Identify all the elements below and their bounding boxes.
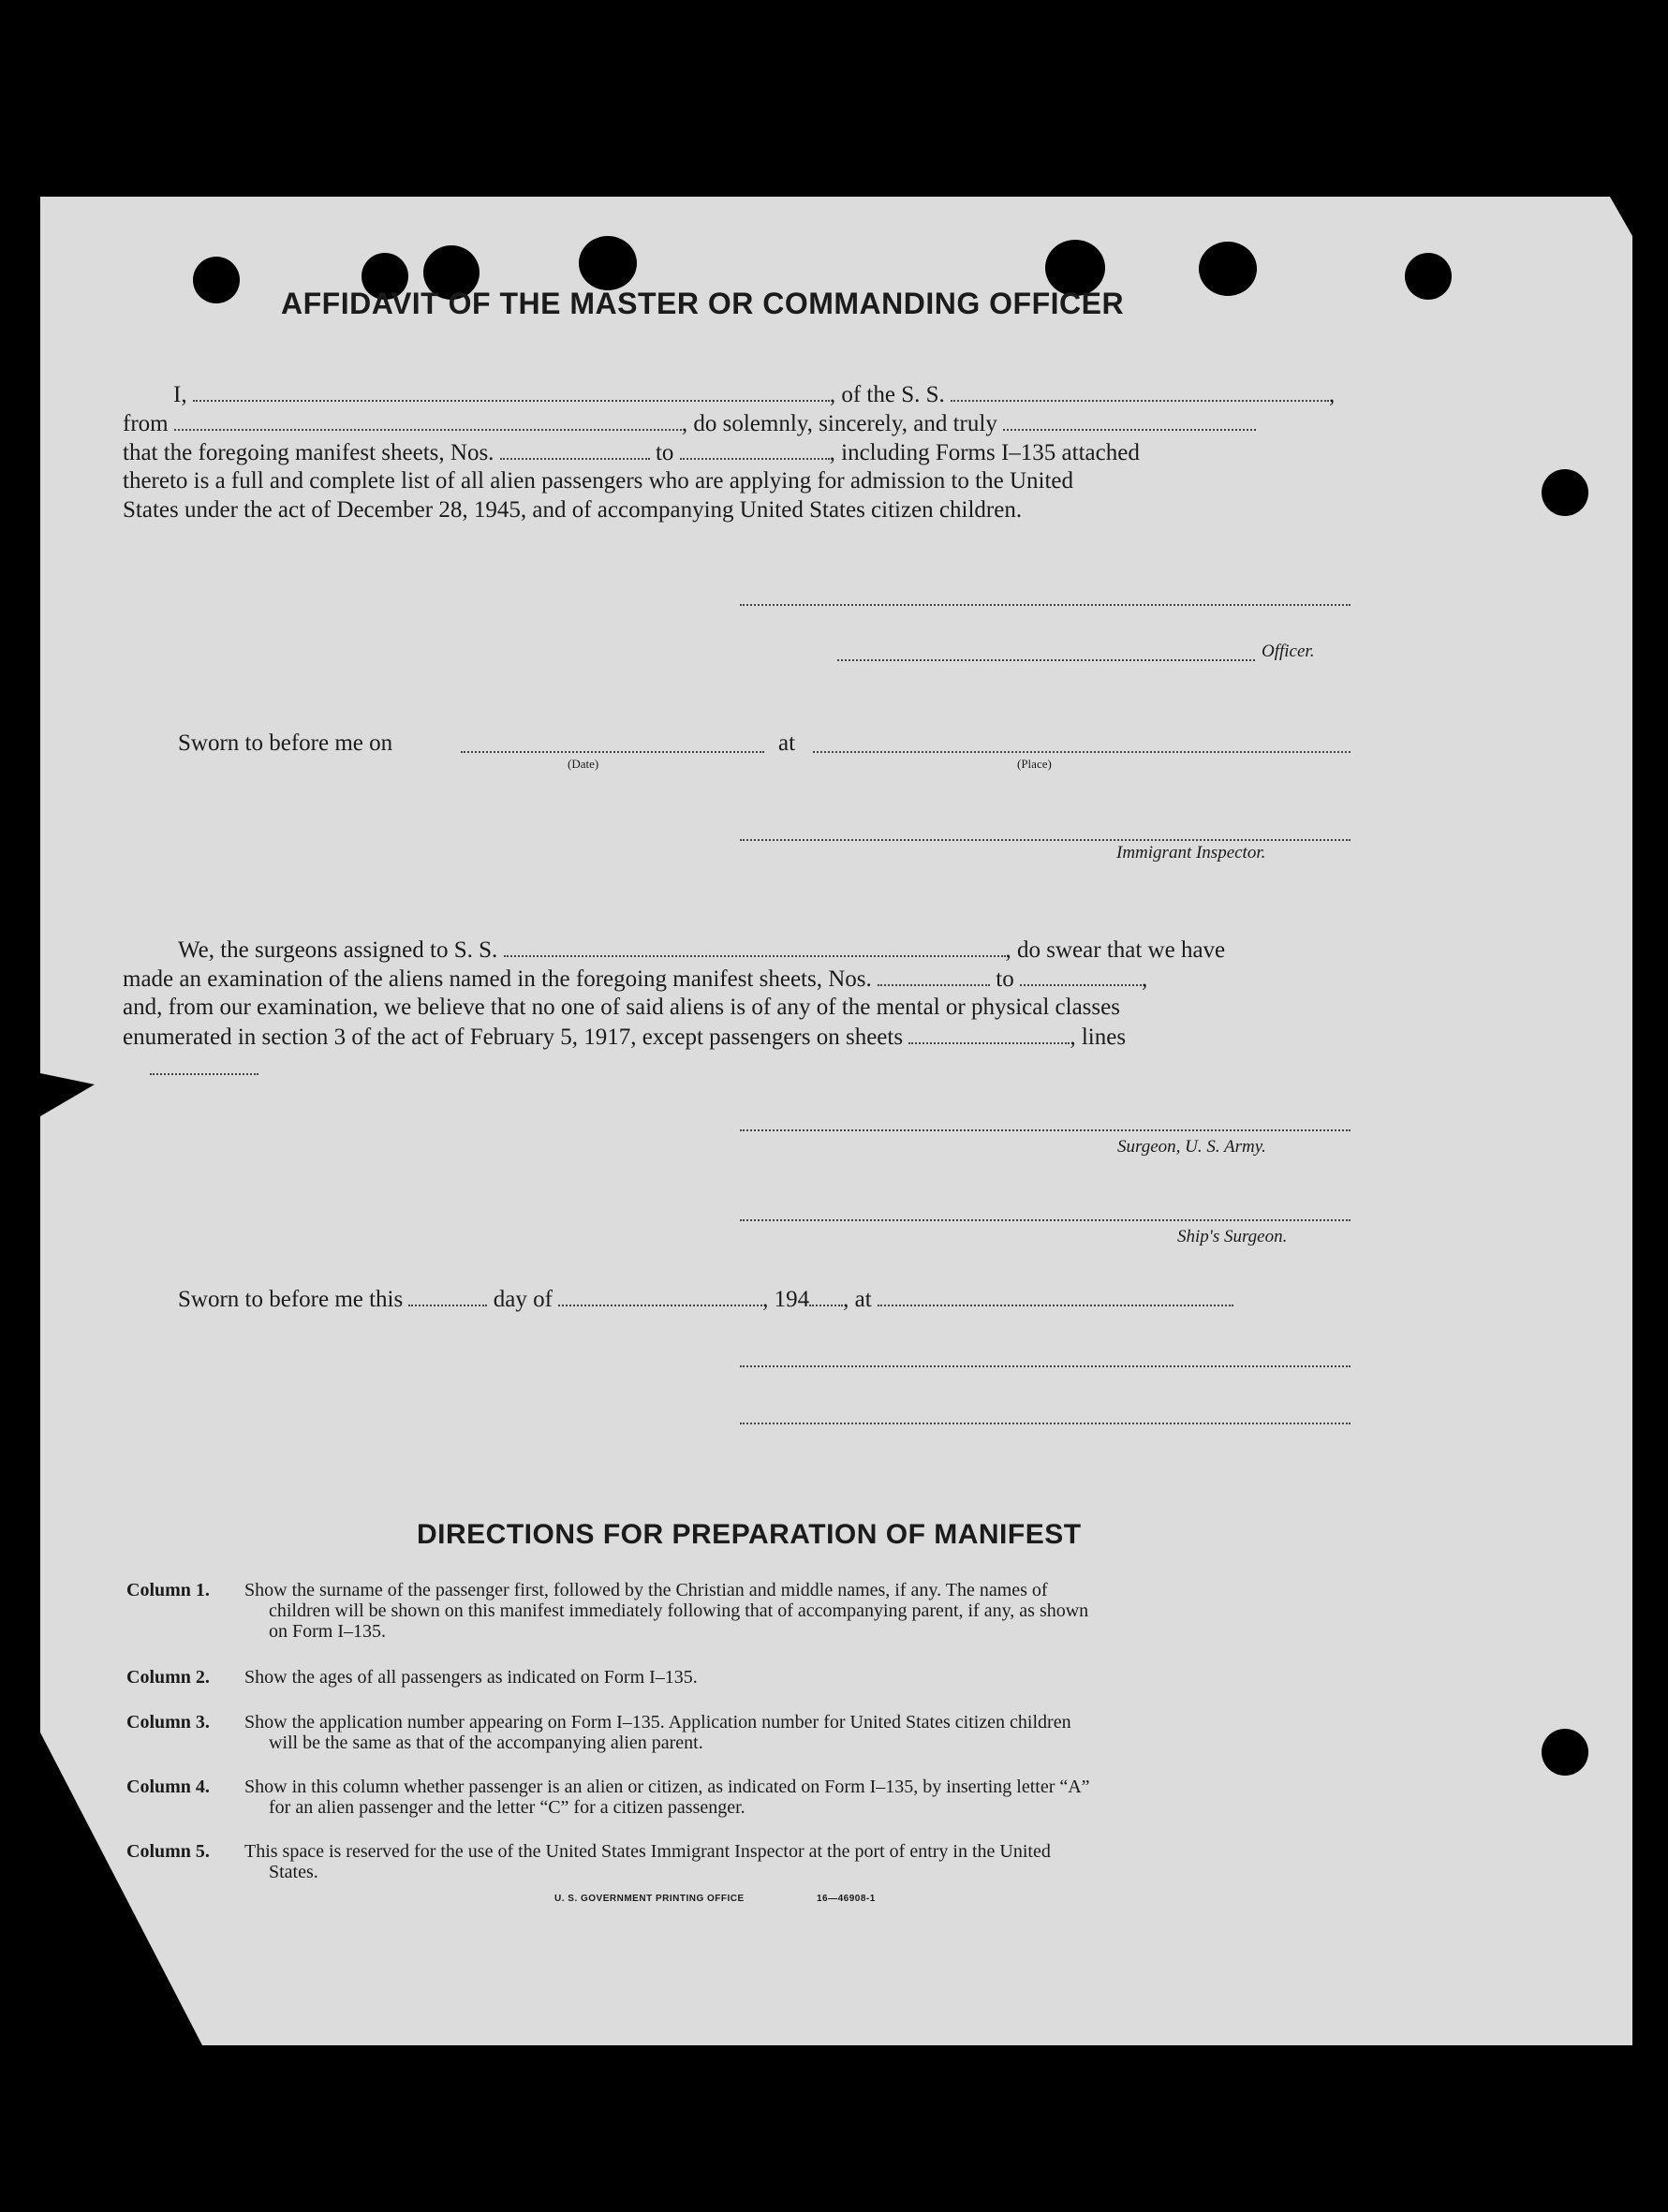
punch-hole bbox=[579, 236, 637, 290]
text: day of bbox=[493, 1287, 553, 1312]
text: that the foregoing manifest sheets, Nos. bbox=[123, 440, 494, 465]
affidavit-line-5: States under the act of December 28, 1945, and of accompanying United States citizen children. bbox=[123, 497, 1023, 523]
surgeons-line-4 bbox=[123, 1022, 1126, 1052]
text: , of the S. S. bbox=[829, 382, 945, 407]
sheet-from-field[interactable] bbox=[500, 437, 650, 460]
from-field[interactable] bbox=[174, 408, 682, 431]
text: , 194 bbox=[762, 1287, 810, 1312]
column-text: Show in this column whether passenger is an alien or citizen, as indicated on Form I–135, by inserting letter “A” bbox=[244, 1777, 1090, 1797]
column-label: Column 2. bbox=[126, 1667, 210, 1688]
affidavit-line-3 bbox=[123, 437, 1140, 467]
text: , at bbox=[843, 1287, 872, 1312]
text: from bbox=[123, 411, 169, 436]
lines-field[interactable] bbox=[150, 1073, 258, 1075]
punch-hole bbox=[1542, 1729, 1588, 1776]
day-field[interactable] bbox=[408, 1284, 487, 1306]
form-code: 16—46908-1 bbox=[817, 1894, 876, 1904]
truly-field[interactable] bbox=[1003, 408, 1256, 431]
directions-title: DIRECTIONS FOR PREPARATION OF MANIFEST bbox=[417, 1519, 1082, 1550]
except-sheets-field[interactable] bbox=[908, 1022, 1070, 1044]
sworn-2-line bbox=[178, 1284, 1233, 1314]
text: , do solemnly, sincerely, and truly bbox=[681, 411, 997, 436]
text: Sworn to before me this bbox=[178, 1287, 404, 1312]
army-surgeon-signature-line[interactable] bbox=[740, 1129, 1351, 1131]
surgeons-line-3: and, from our examination, we believe that no one of said aliens is of any of the mental or physical classes bbox=[123, 995, 1120, 1020]
surgeons-line-2 bbox=[123, 964, 1147, 994]
ship-surgeon-signature-line[interactable] bbox=[740, 1219, 1351, 1221]
month-field[interactable] bbox=[558, 1284, 762, 1306]
affidavit-line-4: thereto is a full and complete list of all alien passengers who are applying for admission to the United bbox=[123, 468, 1074, 494]
sworn-2-place-field[interactable] bbox=[878, 1284, 1233, 1306]
text: enumerated in section 3 of the act of February 5, 1917, except passengers on sheets bbox=[123, 1025, 904, 1050]
army-surgeon-caption: Surgeon, U. S. Army. bbox=[1117, 1137, 1266, 1157]
sworn-2-signature-line[interactable] bbox=[740, 1365, 1351, 1367]
text: I, bbox=[173, 382, 187, 407]
punch-hole bbox=[1405, 253, 1452, 300]
text: , bbox=[1329, 382, 1336, 407]
year-field[interactable] bbox=[809, 1284, 843, 1306]
column-text: This space is reserved for the use of the United States Immigrant Inspector at the port of entry in the United bbox=[244, 1841, 1051, 1862]
officer-name-line[interactable] bbox=[837, 659, 1255, 661]
affidavit-title: AFFIDAVIT OF THE MASTER OR COMMANDING OFFICER bbox=[281, 287, 1125, 320]
date-caption: (Date) bbox=[568, 757, 599, 771]
column-text: Show the application number appearing on Form I–135. Application number for United States citizen children bbox=[244, 1712, 1071, 1733]
affidavit-line-1 bbox=[173, 379, 1335, 409]
ship-field[interactable] bbox=[951, 379, 1329, 402]
surgeon-ship-field[interactable] bbox=[504, 935, 1006, 957]
text: to bbox=[655, 440, 674, 465]
sworn-date-field[interactable] bbox=[461, 751, 764, 753]
column-text: children will be shown on this manifest immediately following that of accompanying parent, if any, as shown bbox=[269, 1600, 1089, 1621]
punch-hole bbox=[193, 257, 240, 303]
text: , bbox=[1141, 966, 1148, 992]
inspector-signature-line[interactable] bbox=[740, 839, 1351, 841]
surgeons-line-1 bbox=[178, 935, 1225, 965]
place-caption: (Place) bbox=[1017, 757, 1052, 771]
column-text: States. bbox=[269, 1862, 318, 1882]
column-label: Column 1. bbox=[126, 1580, 210, 1600]
officer-caption: Officer. bbox=[1262, 641, 1315, 661]
column-text: on Form I–135. bbox=[269, 1621, 386, 1642]
printer-imprint: U. S. GOVERNMENT PRINTING OFFICE bbox=[554, 1894, 745, 1904]
ship-surgeon-caption: Ship's Surgeon. bbox=[1177, 1227, 1288, 1246]
sheet-to-field[interactable] bbox=[680, 437, 830, 460]
surgeon-sheet-from-field[interactable] bbox=[878, 964, 990, 986]
text: to bbox=[996, 966, 1014, 992]
text: , do swear that we have bbox=[1005, 937, 1226, 963]
name-field[interactable] bbox=[193, 379, 830, 402]
column-text: Show the surname of the passenger first, followed by the Christian and middle names, if any. The names of bbox=[244, 1580, 1048, 1600]
text: made an examination of the aliens named in the foregoing manifest sheets, Nos. bbox=[123, 966, 872, 992]
sworn-place-field[interactable] bbox=[813, 751, 1351, 753]
column-label: Column 5. bbox=[126, 1841, 210, 1862]
surgeon-sheet-to-field[interactable] bbox=[1020, 964, 1142, 986]
column-text: Show the ages of all passengers as indicated on Form I–135. bbox=[244, 1667, 698, 1688]
inspector-caption: Immigrant Inspector. bbox=[1116, 843, 1266, 863]
text: , including Forms I–135 attached bbox=[829, 440, 1140, 465]
column-text: for an alien passenger and the letter “C” for a citizen passenger. bbox=[269, 1797, 745, 1818]
sworn-2-title-line[interactable] bbox=[740, 1423, 1351, 1424]
text: , lines bbox=[1070, 1025, 1127, 1050]
column-text: will be the same as that of the accompanying alien parent. bbox=[269, 1733, 703, 1753]
officer-signature-line[interactable] bbox=[740, 604, 1351, 606]
affidavit-line-2 bbox=[123, 408, 1256, 438]
sworn-1-label: Sworn to before me on bbox=[178, 730, 393, 756]
column-label: Column 3. bbox=[126, 1712, 210, 1733]
text: We, the surgeons assigned to S. S. bbox=[178, 937, 498, 963]
column-label: Column 4. bbox=[126, 1777, 210, 1797]
punch-hole bbox=[1199, 242, 1257, 296]
punch-hole bbox=[1542, 469, 1588, 516]
sworn-1-at: at bbox=[778, 730, 796, 756]
